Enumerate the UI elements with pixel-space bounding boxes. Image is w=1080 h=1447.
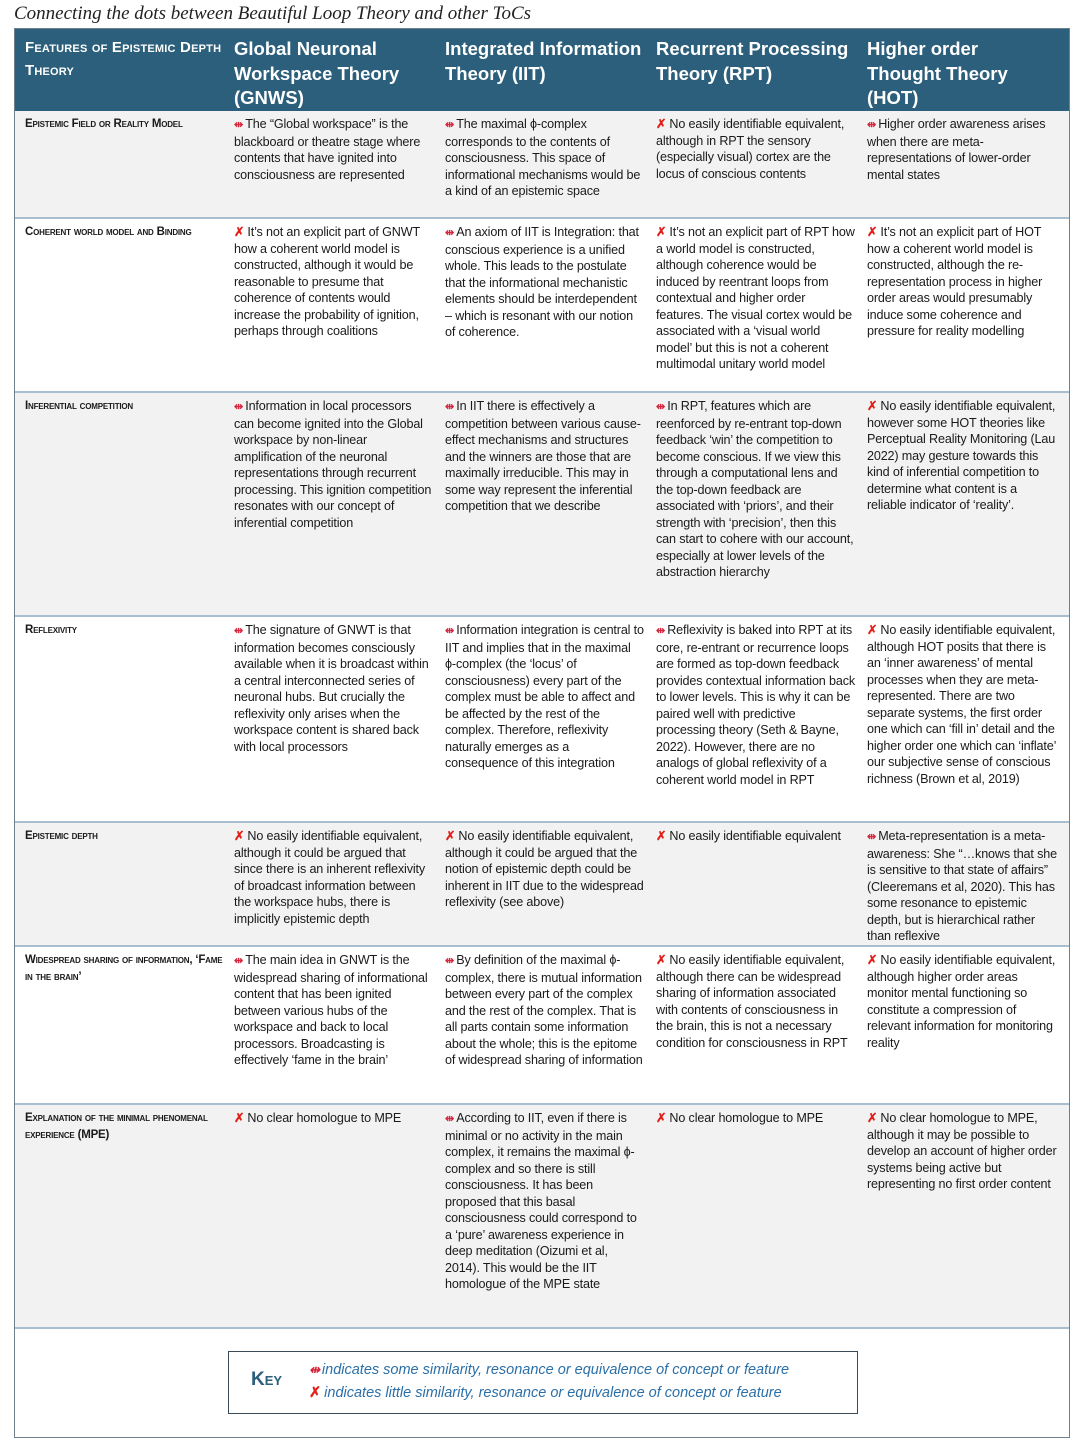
cross-icon: ✗ [867,953,878,967]
cell-text: Higher order awareness arises when there are meta-representations of lower-order mental states [867,117,1046,182]
table-row [15,947,1069,1103]
cell-text: Information integration is central to IIT and implies that in the maximal ϕ-complex (the ‘locus’ of consciousness) every part of the complex must be able to affect and be affected by the rest of the complex. Therefore, reflexivity naturally emerges as a consequence of this integration [445,623,644,770]
cell-text: No easily identifiable equivalent [669,829,841,843]
cross-icon: ✗ [867,1111,878,1125]
feature-label: Explanation of the minimal phenomenal experience (MPE) [25,1112,208,1141]
cell-text: No easily identifiable equivalent, however some HOT theories like Perceptual Reality Monitoring (Lau 2022) may gesture towards this kind of inferential competition to determine what content is a reliable indicator of ‘reality’. [867,399,1056,512]
cell-text: No clear homologue to MPE [247,1111,402,1125]
cell-text: It’s not an explicit part of HOT how a coherent world model is constructed, although the re-representation process in higher order areas would presumably induce some coherence and pressure for reality modelling [867,225,1043,338]
table-header [15,29,1069,111]
cell-text: No easily identifiable equivalent, although it could be argued that the notion of epistemic depth could be inherent in IIT due to the widespread reflexivity (see above) [445,829,644,909]
feature-label: Inferential competition [25,400,134,412]
table-cell [656,952,855,1051]
cell-text: No clear homologue to MPE [669,1111,824,1125]
similarity-icon: ⇹ [867,831,876,843]
key-legend [228,1351,858,1414]
cross-icon: ✗ [234,1111,245,1125]
table-cell [445,622,644,772]
table-cell [445,952,644,1069]
cross-icon: ✗ [656,1111,667,1125]
table-cell [234,224,433,340]
table-cell [656,398,855,581]
similarity-icon: ⇹ [445,119,454,131]
table-cell [867,398,1059,514]
table-cell [656,224,855,373]
similarity-icon: ⇹ [445,1113,454,1125]
feature-label: Reflexivity [25,624,77,636]
table-cell [445,1110,644,1293]
cell-text: By definition of the maximal ϕ-complex, there is mutual information between every part of the complex and the rest of the complex. That is all parts contain some information about the whole; this is the epitome of widespread sharing of information [445,953,643,1067]
table-cell [867,952,1059,1051]
cell-text: An axiom of IIT is Integration: that conscious experience is a unified whole. This leads to the postulate that the informational mechanistic elements should be interdependent – which is resonant with our notion of coherence. [445,225,639,339]
key-little-text: indicates little similarity, resonance or equivalence of concept or feature [324,1385,782,1401]
cross-icon: ✗ [867,399,878,413]
header-features: Features of Epistemic Depth Theory [25,39,222,79]
cell-text: The maximal ϕ-complex corresponds to the contents of consciousness. This space of informational mechanisms would be a kind of an epistemic space [445,117,641,198]
table-row [15,111,1069,217]
similarity-icon: ⇹ [445,955,454,967]
table-cell [234,398,433,531]
cell-text: Information in local processors can become ignited into the Global workspace by non-linear amplification of the neuronal representations through recurrent processing. This ignition competition resonates with our concept of inferential competition [234,399,432,530]
cell-text: No easily identifiable equivalent, although there can be widespread sharing of information associated with contents of consciousness in the brain, this is not a necessary condition for consciousness in RPT [656,953,848,1050]
similarity-icon: ⇹ [234,119,243,131]
key-label: Key [251,1369,283,1390]
table-cell [867,116,1059,183]
similarity-icon: ⇹ [445,625,454,637]
header-hot: Higher order Thought Theory (HOT) [867,38,1008,108]
table-cell [867,828,1059,945]
table-row [15,1105,1069,1327]
table-cell [234,952,433,1069]
table-row [15,617,1069,821]
cell-text: No easily identifiable equivalent, although higher order areas monitor mental functioning so constitute a compression of relevant information for monitoring reality [867,953,1056,1050]
table-cell [234,1110,433,1127]
cross-icon: ✗ [867,623,878,637]
key-little-line [309,1385,782,1401]
cell-text: The signature of GNWT is that information becomes consciously available when it is broadcast within a central interconnected series of neuronal hubs. But crucially the reflexivity only arises when the workspace content is shared back with local processors [234,623,429,754]
cell-text: Meta-representation is a meta-awareness: She “…knows that she is sensitive to that state of affairs” (Cleeremans et al, 2020). This has some resonance to epistemic depth, but is hierarchical rather than reflexive [867,829,1057,943]
comparison-table [14,28,1070,1438]
cross-icon: ✗ [234,225,245,239]
cell-text: The main idea in GNWT is the widespread sharing of informational content that has been ignited between various hubs of the workspace and back to local processors. Broadcasting is effectively ‘fame in the brain’ [234,953,428,1067]
cross-icon: ✗ [656,225,667,239]
header-gnws: Global Neuronal Workspace Theory (GNWS) [234,38,400,108]
table-cell [656,1110,855,1127]
table-cell [656,116,855,182]
table-cell [867,1110,1059,1193]
table-cell [445,828,644,911]
similarity-icon: ⇹ [234,625,243,637]
similarity-icon: ⇹ [867,119,876,131]
table-cell [234,828,433,927]
cell-text: The “Global workspace” is the blackboard or theatre stage where contents that have ignited into consciousness are represented [234,117,421,182]
table-cell [445,224,644,341]
similarity-icon: ⇹ [445,401,454,413]
feature-label: Widespread sharing of information, ‘Fame in the brain’ [25,954,223,983]
cell-text: No easily identifiable equivalent, although in RPT the sensory (especially visual) cortex are the locus of conscious contents [656,117,845,181]
table-cell [656,622,855,788]
similarity-icon: ⇹ [234,401,243,413]
table-cell [234,622,433,755]
cell-text: According to IIT, even if there is minimal or no activity in the main complex, it remains the maximal ϕ-complex and so there is still consciousness. It has been proposed that this basal consciousness could correspond to a ‘pure’ awareness experience in deep meditation (Oizumi et al, 2014). This would be the IIT homologue of the MPE state [445,1111,637,1291]
row-divider [15,1327,1069,1329]
table-cell [234,116,433,183]
cross-icon: ✗ [656,953,667,967]
similarity-icon: ⇹ [234,955,243,967]
table-cell [445,398,644,515]
feature-label: Epistemic Field or Reality Model [25,118,183,130]
table-cell [867,224,1059,340]
cell-text: No clear homologue to MPE, although it may be possible to develop an account of higher order systems being active but representing no first order content [867,1111,1057,1191]
header-iit: Integrated Information Theory (IIT) [445,38,642,84]
page-caption: Connecting the dots between Beautiful Loop Theory and other ToCs [14,3,532,24]
key-similar-line [309,1362,789,1378]
cell-text: In RPT, features which are reenforced by re-entrant top-down feedback ‘win’ the competition to become conscious. If we view this through a computational lens and the top-down feedback are associated with ‘priors’, and their strength with ‘precision’, then this can start to cohere with our account, especially at lower levels of the abstraction hierarchy [656,399,854,579]
cell-text: It’s not an explicit part of GNWT how a coherent world model is constructed, although it would be reasonable to presume that coherence of contents would increase the probability of ignition, perhaps through coalitions [234,225,420,338]
table-cell [656,828,855,845]
similarity-icon: ⇹ [445,227,454,239]
feature-label: Epistemic depth [25,830,98,842]
table-cell [867,622,1059,787]
cross-icon: ✗ [656,829,667,843]
key-similar-text: indicates some similarity, resonance or equivalence of concept or feature [321,1362,790,1378]
similarity-icon: ⇹ [309,1362,319,1377]
cell-text: It’s not an explicit part of RPT how a world model is constructed, although coherence would be induced by reentrant loops from contextual and higher order features. The visual cortex would be associated with a ‘visual world model’ but this is not a coherent multimodal unitary world model [656,225,855,371]
cross-icon: ✗ [656,117,667,131]
table-cell [445,116,644,200]
cell-text: No easily identifiable equivalent, although HOT posits that there is an ‘inner awareness’ of mental processes when they are meta-represented. There are two separate systems, the first order one which can ‘fill in’ detail and the higher order one which can ‘inflate’ our subjective sense of conscious richness (Brown et al, 2019) [867,623,1056,786]
cross-icon: ✗ [867,225,878,239]
cross-icon: ✗ [445,829,456,843]
table-row [15,219,1069,391]
cross-icon: ✗ [309,1385,322,1401]
cross-icon: ✗ [234,829,245,843]
table-row [15,823,1069,945]
similarity-icon: ⇹ [656,625,665,637]
cell-text: No easily identifiable equivalent, although it could be argued that since there is an inherent reflexivity of broadcast information between the workspace hubs, there is implicitly epistemic depth [234,829,425,926]
cell-text: Reflexivity is baked into RPT at its core, re-entrant or recurrence loops are formed as top-down feedback provides contextual information back to lower levels. This is why it can be paired well with predictive processing theory (Seth & Bayne, 2022). However, there are no analogs of global reflexivity of a coherent world model in RPT [656,623,856,787]
similarity-icon: ⇹ [656,401,665,413]
header-rpt: Recurrent Processing Theory (RPT) [656,38,849,84]
cell-text: In IIT there is effectively a competition between various cause-effect mechanisms and structures and the winners are those that are maximally irreducible. This may in some way represent the inferential competition that we describe [445,399,641,513]
table-row [15,393,1069,615]
feature-label: Coherent world model and Binding [25,226,192,238]
